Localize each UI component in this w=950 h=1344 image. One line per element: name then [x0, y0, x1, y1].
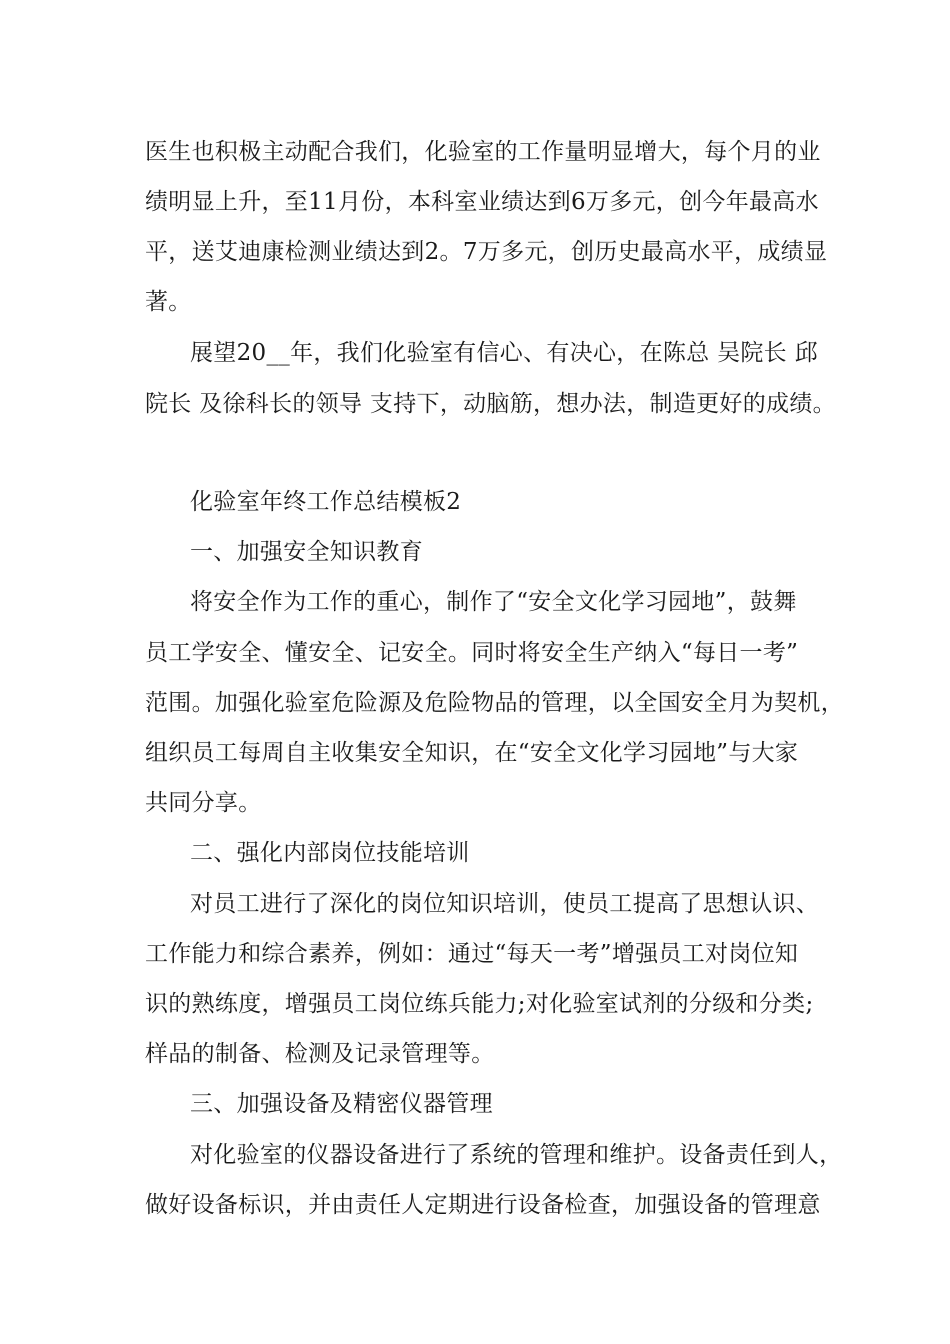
- paragraph-line: 对员工进行了深化的岗位知识培训，使员工提高了思想认识、: [190, 891, 820, 917]
- section-heading: 三、加强设备及精密仪器管理: [190, 1091, 493, 1117]
- paragraph-line: 对化验室的仪器设备进行了系统的管理和维护。设备责任到人，: [190, 1142, 843, 1168]
- paragraph-line: 组织员工每周自主收集安全知识，在“安全文化学习园地”与大家: [145, 740, 799, 766]
- paragraph-line: 识的熟练度，增强员工岗位练兵能力;对化验室试剂的分级和分类;: [145, 991, 814, 1017]
- paragraph-line: 员工学安全、懂安全、记安全。同时将安全生产纳入“每日一考”: [145, 640, 799, 666]
- paragraph-line: 做好设备标识，并由责任人定期进行设备检查，加强设备的管理意: [145, 1192, 821, 1218]
- paragraph-line: 工作能力和综合素养，例如：通过“每天一考”增强员工对岗位知: [145, 941, 799, 967]
- paragraph-line: 展望20__年，我们化验室有信心、有决心，在陈总 吴院长 邱: [190, 340, 818, 366]
- section-title: 化验室年终工作总结模板2: [190, 489, 462, 515]
- paragraph-line: 平，送艾迪康检测业绩达到2。7万多元，创历史最高水平，成绩显: [145, 239, 828, 265]
- section-heading: 一、加强安全知识教育: [190, 539, 423, 565]
- paragraph-line: 院长 及徐科长的领导 支持下，动脑筋，想办法，制造更好的成绩。: [145, 391, 836, 417]
- paragraph-line: 范围。加强化验室危险源及危险物品的管理，以全国安全月为契机，: [145, 690, 844, 716]
- paragraph-line: 著。: [145, 289, 192, 315]
- paragraph-line: 样品的制备、检测及记录管理等。: [145, 1041, 495, 1067]
- paragraph-line: 医生也积极主动配合我们，化验室的工作量明显增大，每个月的业: [145, 139, 821, 165]
- paragraph-line: 将安全作为工作的重心，制作了“安全文化学习园地”，鼓舞: [190, 589, 797, 615]
- section-heading: 二、强化内部岗位技能培训: [190, 840, 470, 866]
- paragraph-line: 绩明显上升，至11月份，本科室业绩达到6万多元，创今年最高水: [145, 189, 819, 215]
- paragraph-line: 共同分享。: [145, 790, 262, 816]
